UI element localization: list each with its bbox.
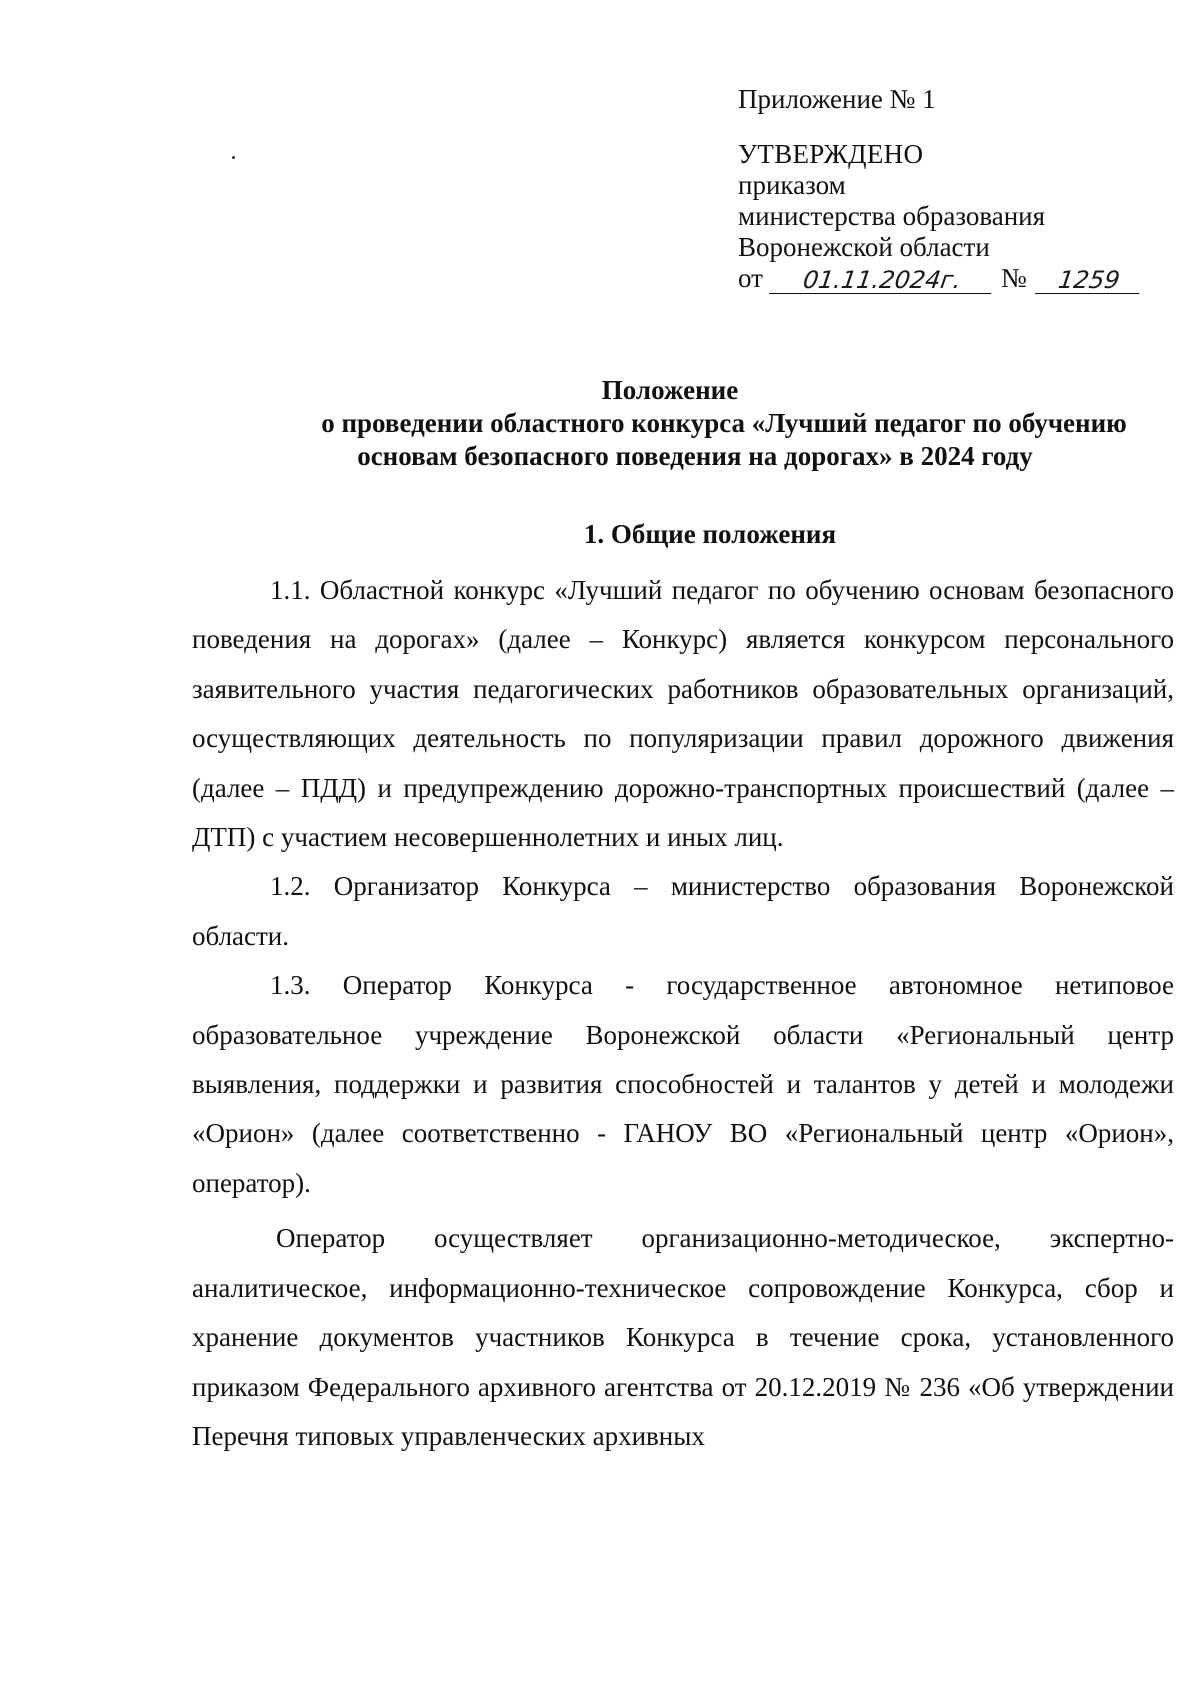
approval-line-2: министерства образования xyxy=(738,201,1046,231)
number-label: № xyxy=(1000,263,1027,293)
appendix-label: Приложение № 1 xyxy=(738,84,936,114)
paragraph-1-3: 1.3. Оператор Конкурса - государственное автономное нетиповое образовательное учреждение Воронежской области «Региональный центр выявления, поддержки и развития способностей и талантов у детей и молодежи «Орион» (далее соответственно - ГАНОУ ВО «Региональный центр «Орион», оператор). xyxy=(192,970,1174,1198)
from-label: от xyxy=(738,263,763,293)
body-text xyxy=(192,566,1174,1461)
paragraph-1-2: 1.2. Организатор Конкурса – министерство образования Воронежской области. xyxy=(192,871,1174,951)
approval-block xyxy=(738,84,1178,294)
paragraph-operator: Оператор осуществляет организационно-методическое, экспертно-аналитическое, информационно-техническое сопровождение Конкурса, сбор и хранение документов участников Конкурса в течение срока, установленного приказом Федерального архивного агентства от 20.12.2019 № 236 «Об утверждении Перечня типовых управленческих архивных xyxy=(192,1223,1174,1451)
handwritten-number: 1259 xyxy=(1035,267,1143,294)
approval-line-1: приказом xyxy=(738,170,846,200)
handwritten-date: 01.11.2024г. xyxy=(769,267,995,294)
approval-line-3: Воронежской области xyxy=(738,232,990,262)
title-line-2: о проведении областного конкурса «Лучший педагог по обучению xyxy=(321,408,1127,438)
stray-dot xyxy=(232,156,235,159)
approved-label: УТВЕРЖДЕНО xyxy=(738,139,924,169)
paragraph-1-1: 1.1. Областной конкурс «Лучший педагог по обучению основам безопасного поведения на дорогах» (далее – Конкурс) является конкурсом персонального заявительного участия педагогических работников образовательных организаций, осуществляющих деятельность по популяризации правил дорожного движения (далее – ПДД) и предупреждению дорожно-транспортных происшествий (далее – ДТП) с участием несовершеннолетних и иных лиц. xyxy=(192,575,1174,853)
document-title xyxy=(180,374,1180,473)
title-line-1: Положение xyxy=(601,375,739,405)
title-line-3: основам безопасного поведения на дорогах» в 2024 году xyxy=(357,441,1033,471)
order-line xyxy=(738,263,1178,294)
section-heading: 1. Общие положения xyxy=(583,519,837,549)
